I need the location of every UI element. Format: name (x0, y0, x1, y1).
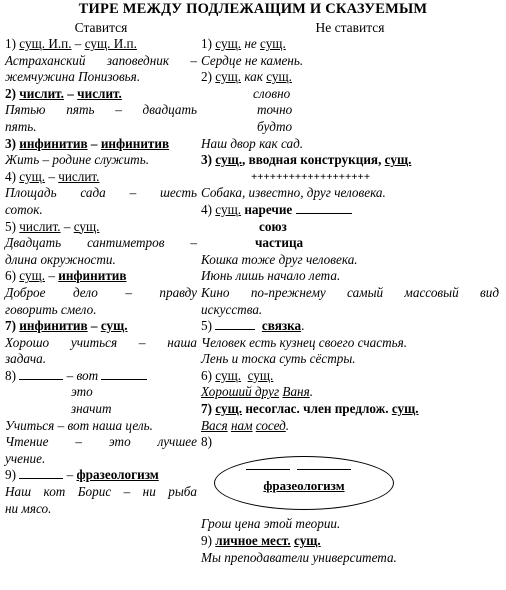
page-title: ТИРЕ МЕЖДУ ПОДЛЕЖАЩИМ И СКАЗУЕМЫМ (78, 1, 428, 17)
example-r2a: Наш двор как сад. (201, 135, 304, 151)
blank-line (19, 368, 63, 380)
rule-r6: 6) сущ. сущ. (201, 367, 274, 383)
plus-marker-line: +++++++++++++++++++ (251, 170, 371, 183)
example-8b: Чтение – это лучшее (5, 434, 197, 450)
rule-8: 8) – вот (5, 368, 197, 385)
blank-line (19, 467, 63, 479)
rule-r2: 2) сущ. как сущ. (201, 69, 292, 85)
rule-r4: 4) сущ. наречие (201, 202, 499, 219)
rule-3: 3) инфинитив – инфинитив (5, 135, 170, 151)
example-7b: задача. (5, 351, 47, 367)
rule-4: 4) сущ. – числит. (5, 168, 100, 184)
rule-r8: 8) (201, 434, 212, 450)
example-4b: соток. (5, 201, 43, 217)
example-r4c: Кино по-прежнему самый массовый вид (201, 284, 499, 300)
rule-r7: 7) сущ. несоглас. член предлож. сущ. (201, 401, 419, 417)
rule-r3: 3) сущ., вводная конструкция, сущ. (201, 152, 412, 168)
oval-label: фразеологизм (263, 478, 345, 493)
rule-r2-word-tochno: точно (257, 102, 293, 118)
rule-8-word-znachit: значит (71, 401, 112, 417)
rule-8-word-eto: это (71, 384, 93, 400)
example-1b: жемчужина Понизовья. (5, 69, 141, 85)
rule-r4-word-soyuz: союз (259, 218, 287, 234)
rule-2: 2) числит. – числит. (5, 85, 122, 101)
rule-1: 1) сущ. И.п. – сущ. И.п. (5, 36, 137, 51)
rule-9: 9) – фразеологизм (5, 467, 159, 483)
example-1a: Астраханский заповедник – (5, 52, 197, 68)
example-r4a: Кошка тоже друг человека. (201, 251, 358, 267)
rule-r2-word-budto: будто (257, 118, 293, 134)
column-header-right: Не ставится (315, 20, 385, 35)
oval-blanks (246, 458, 351, 474)
example-2a: Пятью пять – двадцать (5, 102, 197, 118)
rule-r2-word-slovno: словно (253, 85, 291, 101)
rule-r9: 9) личное мест. сущ. (201, 533, 321, 548)
example-r7a: Вася нам сосед. (201, 417, 290, 433)
rule-r5: 5) связка. (201, 318, 305, 334)
example-3a: Жить – родине служить. (5, 152, 149, 168)
example-6a: Доброе дело – правду (5, 284, 197, 300)
example-r3a: Собака, известно, друг человека. (201, 185, 386, 201)
example-5b: длина окружности. (5, 251, 116, 267)
rule-6: 6) сущ. – инфинитив (5, 268, 127, 284)
blank-line (215, 318, 255, 330)
example-r4d: искусства. (201, 301, 263, 317)
column-header-left: Ставится (74, 20, 128, 35)
example-5a: Двадцать сантиметров – (5, 235, 197, 251)
blank-line (297, 458, 351, 470)
blank-line (101, 368, 147, 380)
example-r8a: Грош цена этой теории. (201, 516, 341, 531)
example-2b: пять. (5, 118, 37, 134)
column-ne-stavitsya (201, 19, 499, 451)
example-4a: Площадь сада – шесть (5, 185, 197, 201)
example-8a: Учиться – вот наша цель. (5, 417, 153, 433)
example-9a: Наш кот Борис – ни рыба (5, 484, 197, 500)
blank-line (296, 202, 352, 214)
example-8c: учение. (5, 450, 46, 466)
example-7a: Хорошо учиться – наша (5, 334, 197, 350)
rule-r1: 1) сущ. не сущ. (201, 36, 286, 51)
blank-line (246, 458, 290, 470)
example-r5b: Лень и тоска суть сёстры. (201, 351, 356, 367)
rule-r4-word-chastitsa: частица (255, 235, 304, 251)
example-r5a: Человек есть кузнец своего счастья. (201, 334, 408, 350)
example-r4b: Июнь лишь начало лета. (201, 268, 341, 284)
example-r9a: Мы преподаватели университета. (201, 550, 397, 565)
rule-7: 7) инфинитив – сущ. (5, 318, 128, 334)
example-9b: ни мясо. (5, 500, 52, 516)
rule-5: 5) числит. – сущ. (5, 218, 100, 234)
example-6b: говорить смело. (5, 301, 97, 317)
example-r6a: Хороший друг Ваня. (201, 384, 314, 400)
example-r1a: Сердце не камень. (201, 52, 304, 68)
column-stavitsya (5, 19, 197, 517)
